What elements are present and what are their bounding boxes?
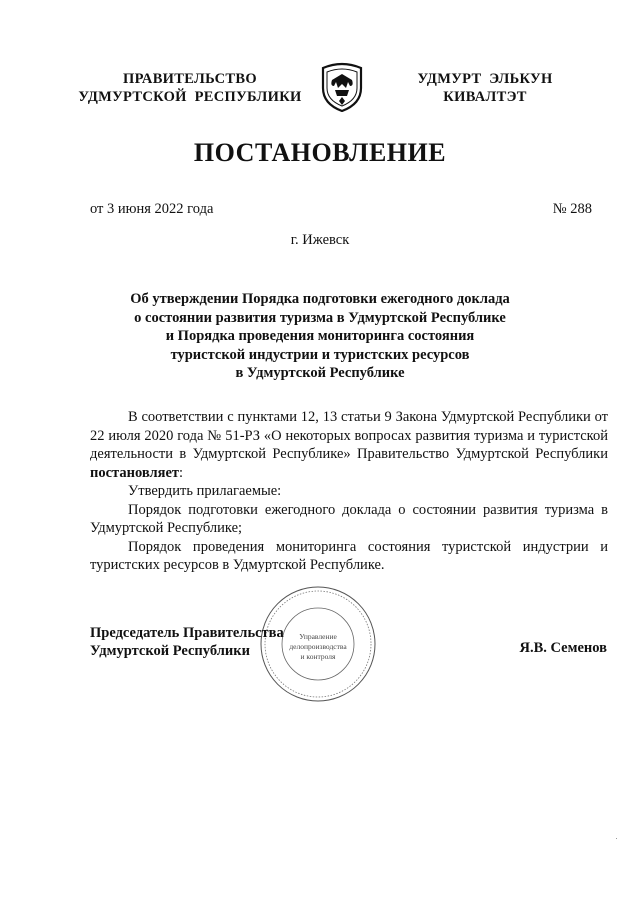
- body-paragraph-1-text: В соответствии с пунктами 12, 13 статьи 9 Закона Удмуртской Республики от 22 июля 2020 года № 51-РЗ «О некоторых вопросах развития туризма и туристской деятельности в Удмуртской Республике» Правительство Удмуртской Республики: [90, 409, 608, 462]
- body-paragraph-1-end: :: [179, 464, 184, 481]
- document-body: [90, 408, 608, 575]
- document-date: от 3 июня 2022 года: [90, 201, 214, 217]
- subject-line: в Удмуртской Республике: [235, 365, 405, 381]
- signature-position: [90, 624, 284, 660]
- signer-name: Я.В. Семенов: [519, 640, 607, 656]
- subject-line: о состоянии развития туризма в Удмуртской Республике: [134, 309, 506, 326]
- header-left-line2: УДМУРТСКОЙ РЕСПУБЛИКИ: [78, 89, 302, 105]
- government-name-udmurt: [390, 70, 580, 106]
- header-right-line1: УДМУРТ ЭЛЬКУН: [417, 71, 553, 87]
- document-title: ПОСТАНОВЛЕНИЕ: [193, 138, 447, 167]
- body-paragraph-1: [90, 408, 608, 482]
- stamp-line1: Управление: [299, 632, 337, 641]
- signature-position-line1: Председатель Правительства: [90, 625, 284, 641]
- body-paragraph-2: Утвердить прилагаемые:: [128, 483, 282, 499]
- udmurt-emblem-icon: [320, 62, 364, 112]
- header-left-line1: ПРАВИТЕЛЬСТВО: [123, 71, 257, 87]
- subject-line: туристской индустрии и туристских ресурсов: [170, 346, 470, 363]
- document-subject: [100, 290, 540, 383]
- body-paragraph-3: Порядок подготовки ежегодного доклада о состоянии развития туризма в Удмуртской Республике;: [90, 501, 608, 536]
- signature-position-line2: Удмуртской Республики: [90, 643, 250, 659]
- government-name-russian: [70, 70, 310, 106]
- header-right-line2: КИВАЛТЭТ: [443, 89, 527, 105]
- document-number: № 288: [552, 201, 592, 217]
- body-paragraph-4: Порядок проведения мониторинга состояния туристской индустрии и туристских ресурсов в Удмуртской Республике.: [90, 538, 608, 573]
- document-city: г. Ижевск: [290, 232, 350, 248]
- stamp-line2: делопроизводства: [289, 642, 347, 651]
- stamp-line3: и контроля: [300, 652, 336, 661]
- scan-speck: [616, 838, 617, 839]
- subject-line: Об утверждении Порядка подготовки ежегодного доклада: [130, 291, 510, 307]
- subject-line: и Порядка проведения мониторинга состояния: [165, 328, 475, 344]
- decree-keyword: постановляет: [90, 464, 180, 481]
